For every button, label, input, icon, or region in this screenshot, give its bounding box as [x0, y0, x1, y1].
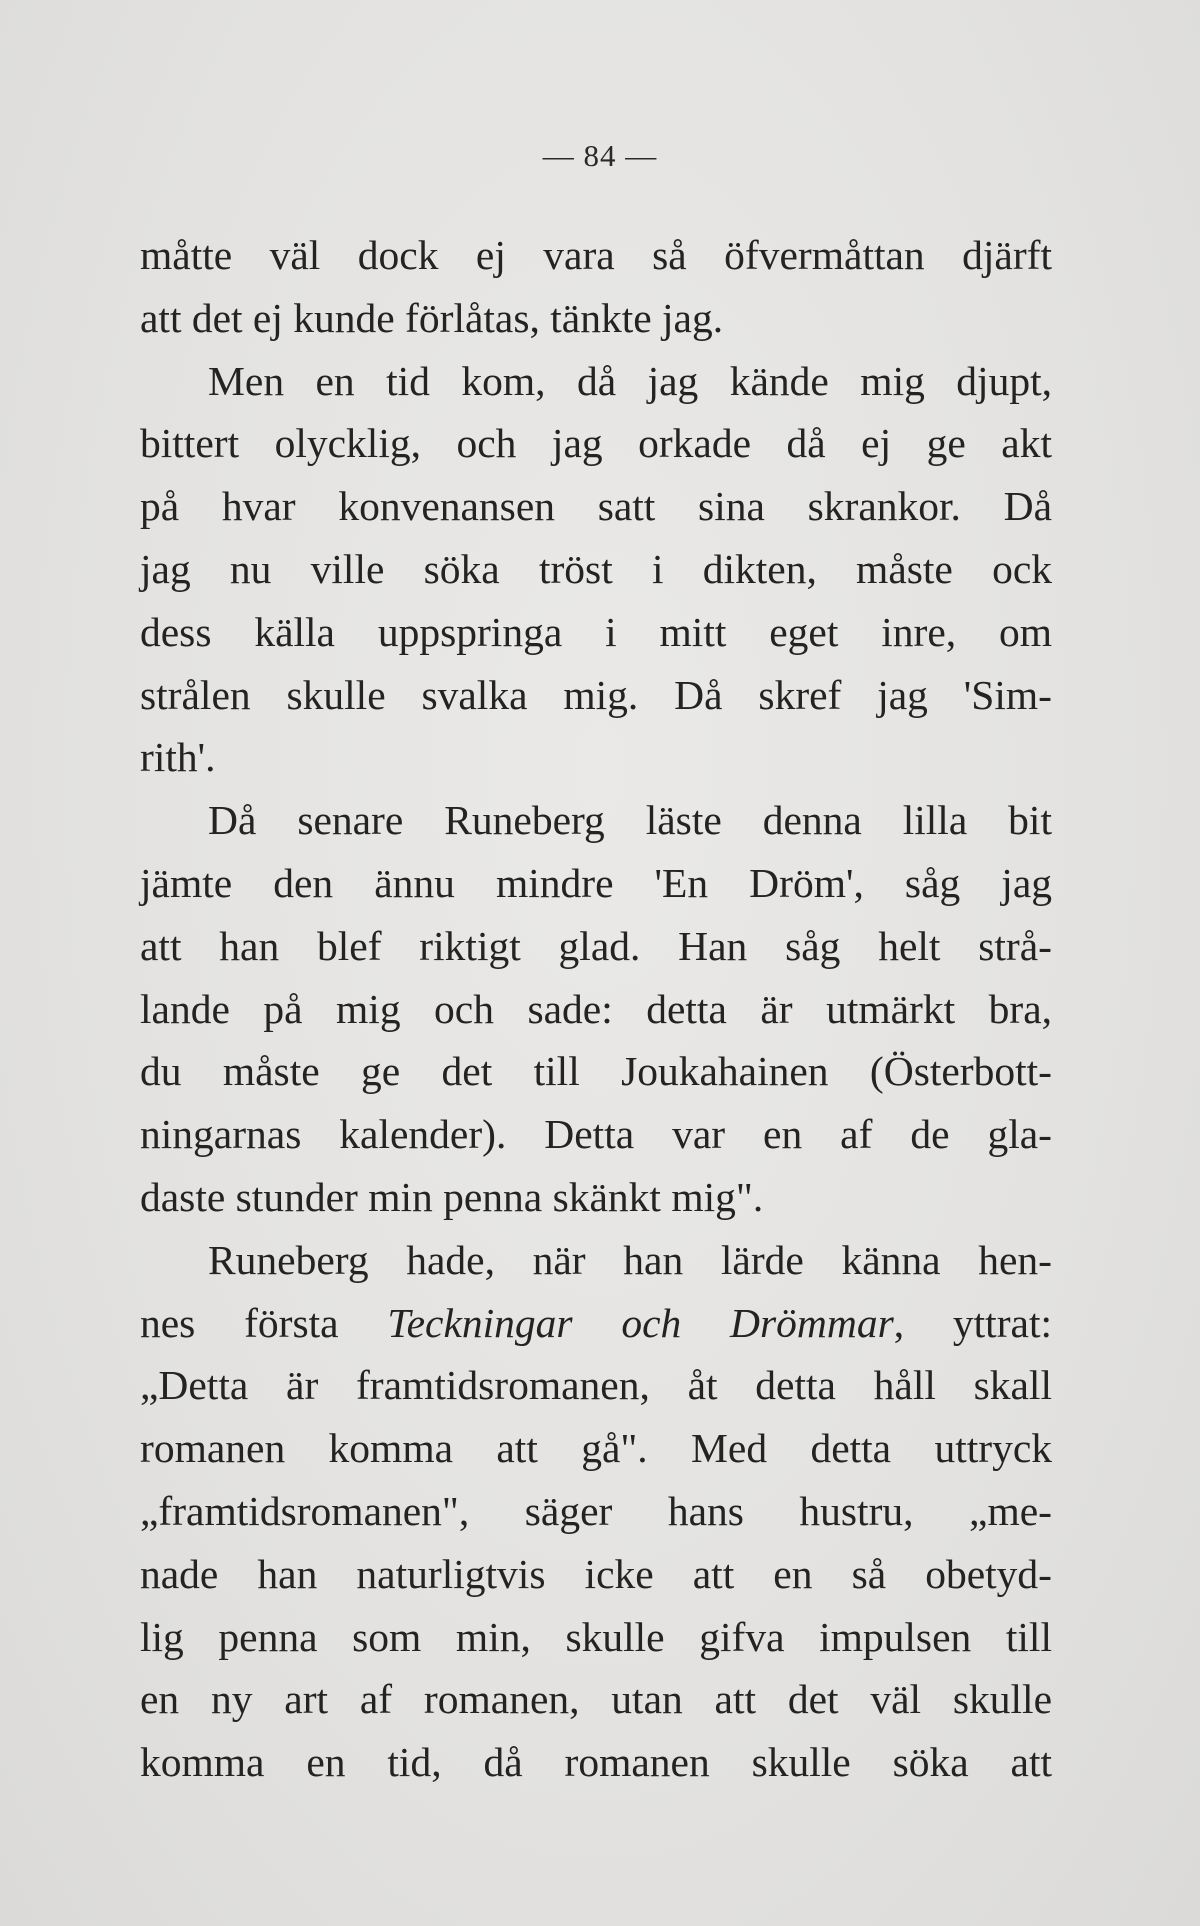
- text-line: „Detta är framtidsromanen, åt detta håll skall: [140, 1362, 1052, 1409]
- text-line: en ny art af romanen, utan att det väl skulle: [140, 1676, 1052, 1723]
- text-line: dess källa uppspringa i mitt eget inre, om: [140, 608, 1052, 655]
- text-line: Men en tid kom, då jag kände mig djupt,: [208, 357, 1052, 404]
- text-line: jag nu ville söka tröst i dikten, måste ock: [140, 545, 1052, 592]
- text-line: att han blef riktigt glad. Han såg helt strå-: [140, 922, 1052, 969]
- text-line: „framtidsromanen", säger hans hustru, „me-: [140, 1487, 1052, 1534]
- text-line: att det ej kunde förlåtas, tänkte jag.: [140, 294, 724, 341]
- text-line: Runeberg hade, när han lärde känna hen-: [208, 1236, 1052, 1283]
- page-number: — 84 —: [542, 138, 658, 173]
- text-line: rith'.: [140, 734, 216, 781]
- text-line: Då senare Runeberg läste denna lilla bit: [208, 797, 1052, 844]
- italic-title: Teckningar och Drömmar: [387, 1299, 894, 1346]
- text-line: lig penna som min, skulle gifva impulsen till: [140, 1613, 1052, 1660]
- text-line: strålen skulle svalka mig. Då skref jag 'Sim-: [140, 671, 1052, 718]
- text-segment: nes första: [140, 1299, 388, 1346]
- text-line: på hvar konvenansen satt sina skrankor. Då: [140, 483, 1052, 530]
- text-line: [140, 1292, 1052, 1355]
- text-line: bittert olycklig, och jag orkade då ej ge akt: [140, 420, 1052, 467]
- text-line: romanen komma att gå". Med detta uttryck: [140, 1425, 1052, 1472]
- text-segment: , yttrat:: [893, 1299, 1053, 1346]
- text-line: du måste ge det till Joukahainen (Österbott-: [140, 1048, 1052, 1095]
- text-line: måtte väl dock ej vara så öfvermåttan djärft: [140, 232, 1052, 278]
- text-line: lande på mig och sade: detta är utmärkt bra,: [140, 985, 1052, 1032]
- text-line: komma en tid, då romanen skulle söka att: [140, 1739, 1052, 1786]
- text-line: nade han naturligtvis icke att en så obetyd-: [140, 1550, 1052, 1597]
- text-line: ningarnas kalender). Detta var en af de gla-: [140, 1111, 1052, 1158]
- text-line: daste stunder min penna skänkt mig".: [140, 1173, 764, 1220]
- body-text: [140, 224, 1052, 1794]
- text-line: jämte den ännu mindre 'En Dröm', såg jag: [140, 859, 1052, 906]
